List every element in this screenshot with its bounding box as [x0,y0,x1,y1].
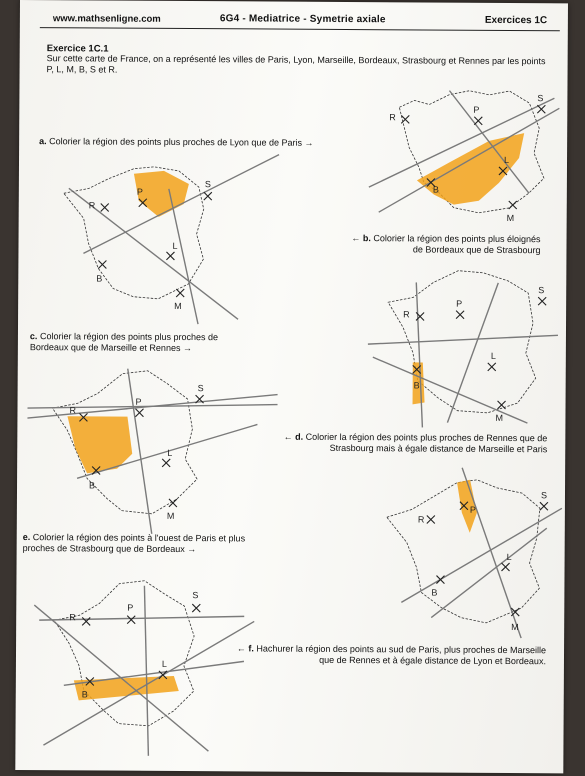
exercise-intro: Sur cette carte de France, on a représenté les villes de Paris, Lyon, Marseille, Bordeaux, Strasbourg et Rennes par les points P, L, M, B, S et R. [46,53,546,75]
question-b-text: Colorier la région des points plus éloignés de Bordeaux que de Strasbourg [373,233,541,256]
city-label-S-c: S [538,285,545,296]
city-marker [436,576,444,584]
city-marker [127,616,135,624]
question-e-letter: e. [22,532,31,543]
perpendicular-bisector-line [415,282,423,427]
city-label-M-e: M [511,622,519,633]
city-label-R-a: R [88,200,96,211]
question-f-arrow: ← [236,643,246,654]
chapter-title: 6G4 - Mediatrice - Symetrie axiale [219,13,386,26]
city-marker [427,515,435,523]
city-label-S: S [537,93,544,104]
city-label-L-c: L [490,350,496,361]
city-label-M-a: M [174,300,182,311]
city-label-P-f: P [127,602,134,613]
page-header [40,7,560,31]
city-label-M-c: M [495,412,503,423]
city-label-B-a: B [96,273,103,284]
question-d [245,431,547,455]
city-label-R-e: R [417,514,425,525]
perpendicular-bisector-line [143,586,149,756]
city-label-B-c: B [413,380,420,391]
question-d-letter: d. [295,431,304,442]
city-label-R-d: R [69,405,77,416]
city-label-P-c: P [456,298,463,309]
city-marker-M [509,201,517,209]
city-marker [456,311,464,319]
question-c-text: Colorier la région des points plus proches de Bordeaux que de Marseille et Rennes → [29,331,219,354]
city-label-B-f: B [81,689,88,700]
question-d-arrow: ← [283,431,293,442]
france-map-b [359,82,560,233]
perpendicular-bisector-line [461,468,522,638]
city-marker [488,363,496,371]
question-e [23,532,268,555]
city-label-R-c: R [403,309,410,320]
question-f [221,643,546,667]
france-map-d [27,358,278,535]
perpendicular-bisector-line [431,528,547,619]
city-label-L-f: L [161,658,167,669]
city-marker [162,459,170,467]
city-marker [192,604,200,612]
city-marker [101,203,109,211]
city-marker [135,409,143,417]
city-label-P: P [473,104,480,115]
question-e-text: Colorier la région des points à l'ouest de Paris et plus proches de Strasbourg que de Bordeaux → [22,532,246,555]
city-label-L-d: L [167,447,173,458]
city-marker [169,499,177,507]
question-b-letter: b. [362,233,371,244]
question-c-letter: c. [29,331,38,342]
city-label-B-d: B [89,480,96,491]
perpendicular-bisector-line [168,189,199,324]
france-map-f [23,565,264,756]
question-b-arrow: ← [351,233,361,244]
perpendicular-bisector-line [83,153,279,254]
city-marker-R [401,115,409,123]
city-label-P-d: P [135,396,142,407]
question-a [39,136,359,149]
city-label-P-a: P [136,186,143,197]
site-name: www.mathsenligne.com [52,13,161,25]
city-label-S-d: S [197,383,204,394]
question-c [30,331,250,354]
city-marker [538,297,546,305]
city-label-S-a: S [204,179,211,190]
question-f-text: Hachurer la région des points au sud de Paris, plus proches de Marseille que de Rennes et à égale distance de Lyon et Bordeaux. [256,643,547,667]
question-b [340,233,540,256]
city-marker [98,260,106,268]
city-marker [540,502,548,510]
france-map-e [361,467,562,638]
city-marker-P [474,117,482,125]
worksheet-page [15,0,568,773]
city-label-B-e: B [431,587,438,598]
city-marker [498,401,506,409]
question-d-text: Colorier la région des points plus proches de Rennes que de Strasbourg mais à égale distance de Marseille et Paris [305,431,548,455]
exercise-set-label: Exercices 1C [484,14,548,27]
city-label-L: L [504,154,510,165]
city-marker [502,563,510,571]
question-f-letter: f. [248,643,254,654]
city-label-P-e: P [469,504,476,515]
city-label-R: R [389,112,396,123]
city-marker-S [537,105,545,113]
city-label-S-e: S [540,490,548,501]
question-a-letter: a. [39,136,47,147]
city-marker [204,192,212,200]
perpendicular-bisector-line [28,403,278,410]
city-label-B: B [432,184,439,195]
city-label-R-f: R [69,612,76,623]
france-map-c [357,262,558,428]
exercise-title: Exercice 1C.1 [46,43,109,55]
city-label-S-f: S [192,590,199,601]
france-map-a [38,148,279,324]
city-marker [176,289,184,297]
city-label-M-d: M [166,510,175,521]
question-a-text: Colorier la région des points plus proches de Lyon que de Paris → [49,136,314,148]
city-label-L-e: L [506,551,512,563]
city-label-L-a: L [172,240,178,251]
perpendicular-bisector-line [401,504,562,603]
france-outline [54,580,195,726]
city-marker [166,252,174,260]
city-label-M: M [506,212,515,224]
